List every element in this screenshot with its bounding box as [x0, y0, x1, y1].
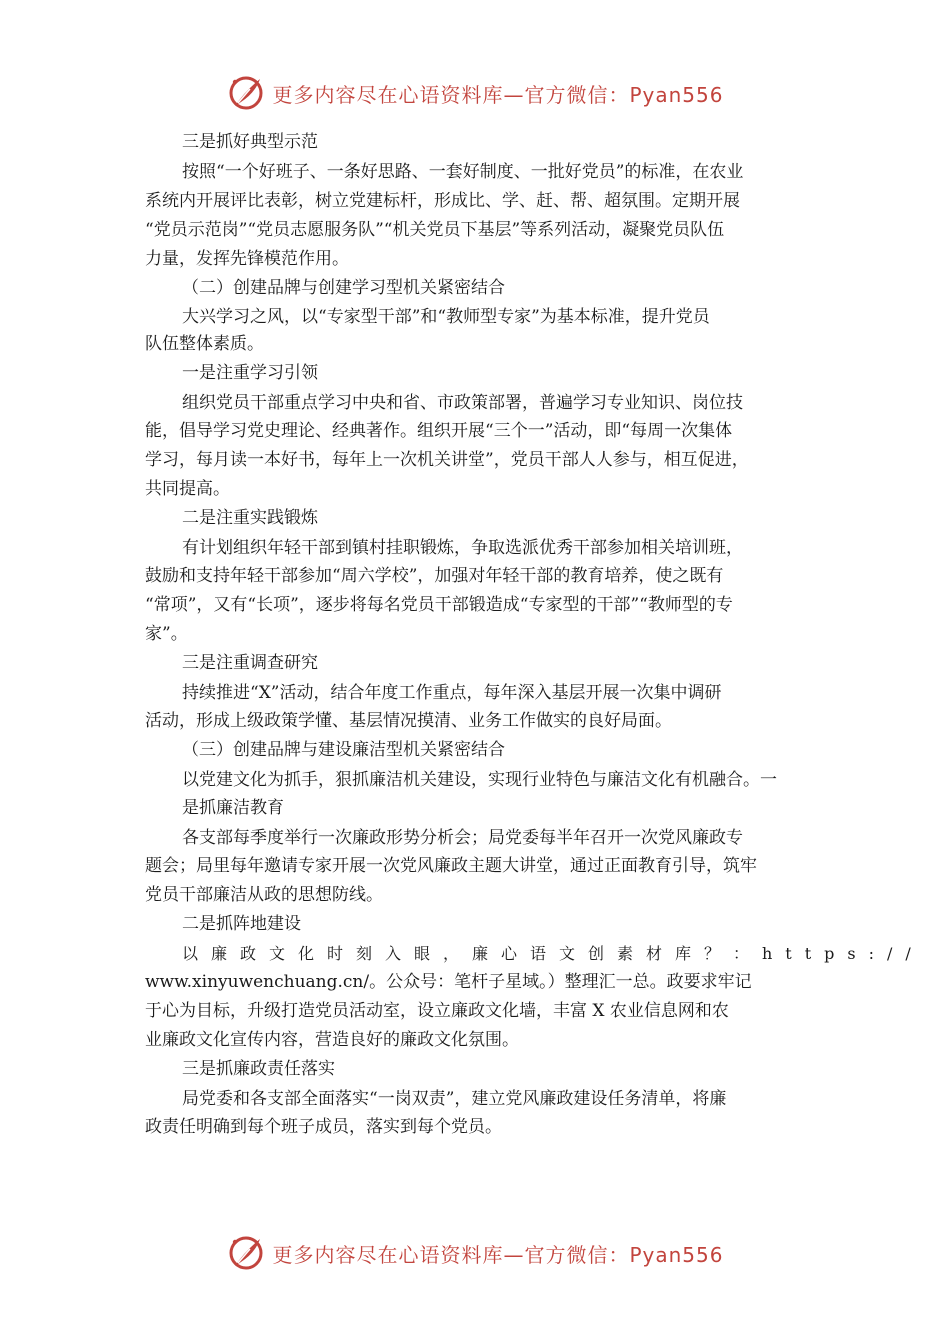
paragraph-line: 力量，发挥先锋模范作用。	[145, 249, 349, 269]
paragraph-line: 按照“一个好班子、一条好思路、一套好制度、一批好党员”的标准，在农业	[182, 162, 744, 182]
paragraph-line: 能，倡导学习党史理论、经典著作。组织开展“三个一”活动，即“每周一次集体	[145, 421, 733, 441]
paragraph-line: 组织党员干部重点学习中央和省、市政策部署，普遍学习专业知识、岗位技	[182, 393, 743, 413]
paragraph-line: 大兴学习之风，以“专家型干部”和“教师型专家”为基本标准，提升党员	[182, 307, 710, 327]
paragraph-line: 各支部每季度举行一次廉政形势分析会；局党委每半年召开一次党风廉政专	[182, 828, 743, 848]
header-banner	[0, 68, 950, 118]
heading-text: 三是抓廉政责任落实	[182, 1059, 335, 1079]
paragraph-line: 鼓励和支持年轻干部参加“周六学校”，加强对年轻干部的教育培养，使之既有	[145, 566, 724, 586]
paragraph-line: “党员示范岗”“党员志愿服务队”“机关党员下基层”等系列活动，凝聚党员队伍	[145, 220, 725, 240]
paragraph-line: 党员干部廉洁从政的思想防线。	[145, 885, 383, 905]
banner-text: 更多内容尽在心语资料库—官方微信：Pyan556	[272, 82, 724, 107]
paragraph-line: 持续推进“X”活动，结合年度工作重点，每年深入基层开展一次集中调研	[182, 683, 722, 703]
paragraph-line: 于心为目标，升级打造党员活动室，设立廉政文化墙，丰富 X 农业信息网和农	[145, 1001, 729, 1021]
paragraph-line: 业廉政文化宣传内容，营造良好的廉政文化氛围。	[145, 1030, 519, 1050]
heading-text: 三是抓好典型示范	[182, 132, 318, 152]
paragraph-line: 队伍整体素质。	[145, 334, 264, 354]
paragraph-line: 家”。	[145, 624, 188, 644]
paragraph-line: 政责任明确到每个班子成员，落实到每个党员。	[145, 1117, 502, 1137]
footer-banner	[0, 1228, 950, 1278]
paragraph-line: 学习，每月读一本好书，每年上一次机关讲堂”，党员干部人人参与，相互促进，	[145, 450, 749, 470]
section-heading: （三）创建品牌与建设廉洁型机关紧密结合	[182, 740, 505, 760]
heading-text: 二是注重实践锻炼	[182, 508, 318, 528]
heading-text: 一是注重学习引领	[182, 363, 318, 383]
paragraph-line: 活动，形成上级政策学懂、基层情况摸清、业务工作做实的良好局面。	[145, 711, 672, 731]
paragraph-line: 题会；局里每年邀请专家开展一次党风廉政主题大讲堂，通过正面教育引导，筑牢	[145, 856, 757, 876]
paragraph-line: 共同提高。	[145, 479, 230, 499]
heading-text: 是抓廉洁教育	[182, 798, 284, 818]
quill-logo-icon	[226, 1233, 266, 1273]
paragraph-line: “常项”，又有“长项”，逐步将每名党员干部锻造成“专家型的干部”“教师型的专	[145, 595, 733, 615]
quill-logo-icon	[226, 73, 266, 113]
banner-text: 更多内容尽在心语资料库—官方微信：Pyan556	[272, 1242, 724, 1267]
paragraph-line: 以廉政文化时刻入眼，廉心语文创素材库？：https://	[182, 944, 924, 963]
section-heading: （二）创建品牌与创建学习型机关紧密结合	[182, 278, 505, 298]
paragraph-line: www.xinyuwenchuang.cn/。公众号：笔杆子星域。）整理汇一总。政要求牢记	[145, 972, 752, 992]
paragraph-line: 局党委和各支部全面落实“一岗双责”，建立党风廉政建设任务清单，将廉	[182, 1089, 727, 1109]
paragraph-line: 有计划组织年轻干部到镇村挂职锻炼，争取选派优秀干部参加相关培训班，	[182, 538, 743, 558]
paragraph-line: 以党建文化为抓手，狠抓廉洁机关建设，实现行业特色与廉洁文化有机融合。一	[182, 770, 777, 790]
heading-text: 二是抓阵地建设	[182, 914, 301, 934]
paragraph-line: 系统内开展评比表彰，树立党建标杆，形成比、学、赶、帮、超氛围。定期开展	[145, 191, 740, 211]
heading-text: 三是注重调查研究	[182, 653, 318, 673]
